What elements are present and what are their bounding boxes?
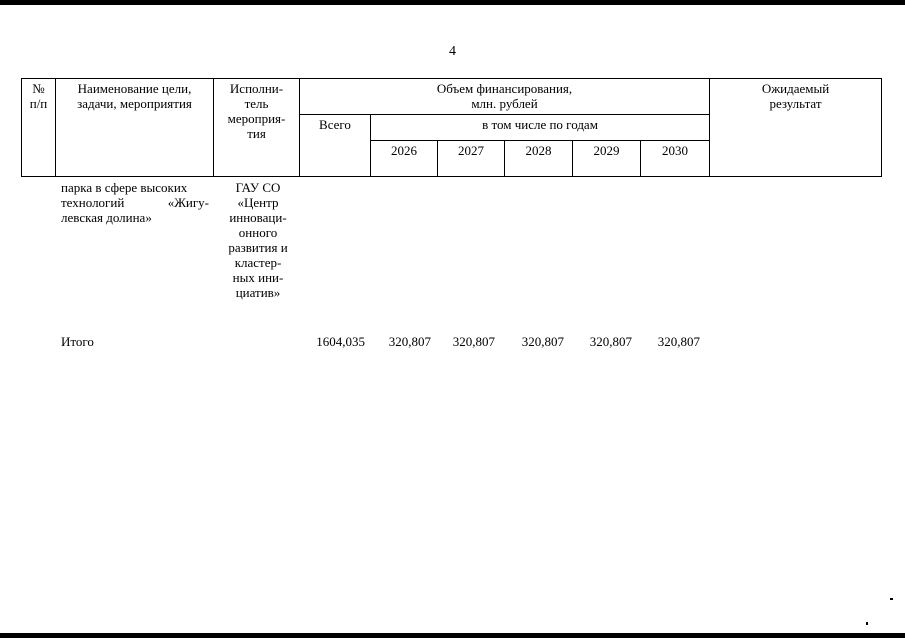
executor-line-6: кластер- (234, 255, 282, 270)
top-border-rule (0, 0, 905, 5)
header-year-2027: 2027 (438, 141, 505, 177)
goal-line-3: левская долина» (61, 210, 152, 225)
header-funding (300, 79, 710, 115)
table-header (21, 78, 882, 177)
total-row-2026: 320,807 (388, 334, 431, 349)
header-number-line-2: п/п (29, 96, 48, 111)
executor-line-4: онного (238, 225, 278, 240)
header-year-2028: 2028 (505, 141, 573, 177)
header-funding-line-1: Объем финансирования, (436, 81, 573, 96)
header-result-line-2: результат (769, 96, 822, 111)
executor-continuation (218, 180, 298, 300)
bottom-border-rule (0, 633, 905, 638)
header-year-2029: 2029 (573, 141, 641, 177)
header-by-years: в том числе по годам (371, 115, 710, 141)
executor-line-3: инноваци- (229, 210, 287, 225)
executor-line-8: циатив» (235, 285, 281, 300)
header-executor-line-1: Исполни- (229, 81, 284, 96)
scan-speck (890, 598, 893, 600)
header-result (710, 79, 882, 177)
total-row-2029: 320,807 (589, 334, 632, 349)
total-row-sum: 1604,035 (316, 334, 365, 349)
page-number: 4 (449, 44, 456, 59)
header-year-2026: 2026 (371, 141, 438, 177)
header-total: Всего (300, 115, 371, 177)
header-number (22, 79, 56, 177)
header-name-line-1: Наименование цели, (77, 81, 192, 96)
executor-line-1: ГАУ СО (235, 180, 281, 195)
header-executor-line-2: тель (244, 96, 269, 111)
header-executor-line-3: мероприя- (227, 111, 286, 126)
executor-line-7: ных ини- (232, 270, 284, 285)
total-row-label: Итого (61, 334, 94, 349)
goal-line-1: парка в сфере высоких (61, 180, 188, 195)
executor-line-2: «Центр (237, 195, 279, 210)
header-number-line-1: № (32, 81, 45, 96)
goal-line-2: технологий «Жигу- (61, 195, 209, 210)
header-funding-line-2: млн. рублей (471, 96, 538, 111)
header-executor (214, 79, 300, 177)
header-name-line-2: задачи, мероприятия (77, 96, 192, 111)
total-row-2028: 320,807 (521, 334, 564, 349)
header-result-line-1: Ожидаемый (761, 81, 830, 96)
scan-speck (866, 622, 868, 625)
goal-continuation (61, 180, 209, 225)
total-row-2030: 320,807 (657, 334, 700, 349)
header-name (56, 79, 214, 177)
executor-line-5: развития и (228, 240, 288, 255)
header-executor-line-4: тия (247, 126, 266, 141)
total-row-2027: 320,807 (452, 334, 495, 349)
header-year-2030: 2030 (641, 141, 710, 177)
